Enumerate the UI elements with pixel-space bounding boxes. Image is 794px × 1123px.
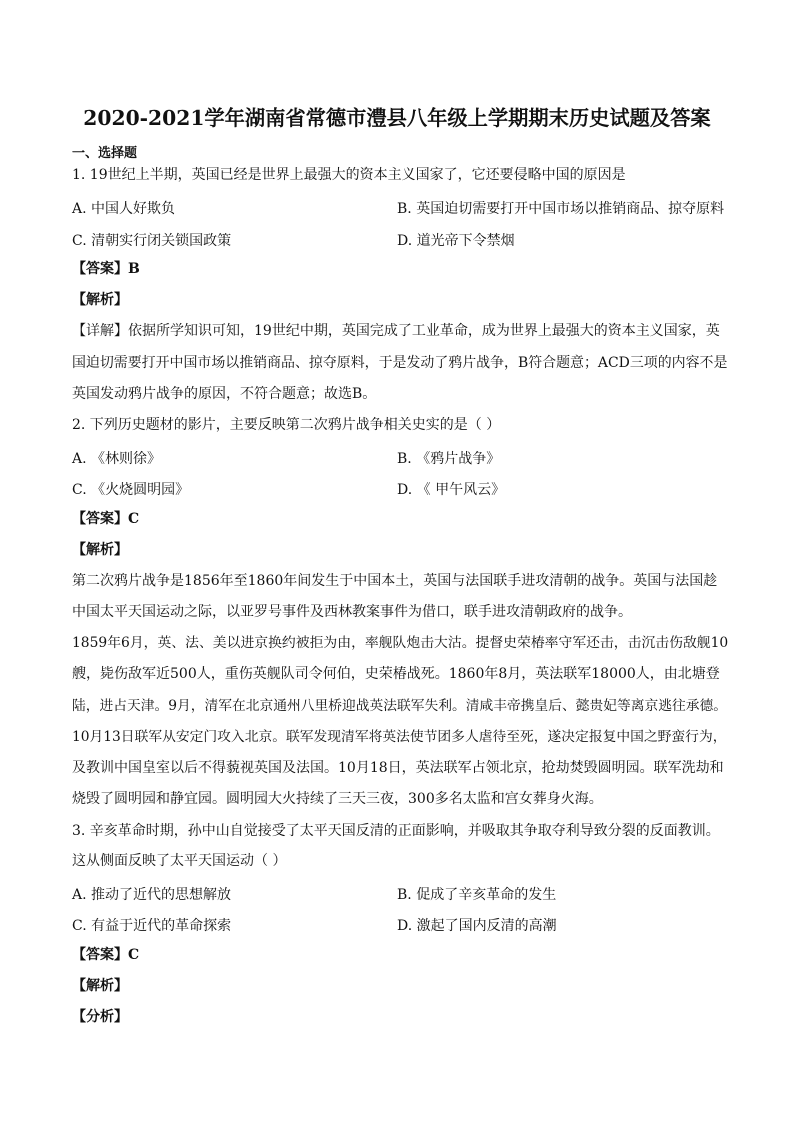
question-2-option-c: C. 《火烧圆明园》 — [72, 482, 190, 498]
question-3-extra-label: 【分析】 — [72, 1009, 128, 1025]
document-title: 2020-2021学年湖南省常德市澧县八年级上学期期末历史试题及答案 — [83, 106, 711, 130]
question-2-answer: 【答案】C — [72, 511, 140, 527]
question-2-option-d: D. 《 甲午风云》 — [397, 482, 506, 498]
question-3-stem: 这从侧面反映了太平天国运动（ ） — [72, 853, 287, 869]
question-2-stem: 2. 下列历史题材的影片，主要反映第二次鸦片战争相关史实的是（ ） — [72, 417, 501, 433]
question-3-option-a: A. 推动了近代的思想解放 — [72, 887, 232, 903]
question-1-option-d: D. 道光帝下令禁烟 — [397, 233, 515, 249]
question-1-option-b: B. 英国迫切需要打开中国市场以推销商品、掠夺原料 — [397, 201, 725, 217]
question-1-analysis-label: 【解析】 — [72, 292, 128, 308]
question-2-analysis-line: 10月13日联军从安定门攻入北京。联军发现清军将英法使节团多人虐待至死，遂决定报复中国之野蛮行为， — [72, 729, 727, 745]
question-2-option-a: A. 《林则徐》 — [72, 451, 162, 467]
question-1-option-c: C. 清朝实行闭关锁国政策 — [72, 233, 232, 249]
question-1-analysis-line: 国迫切需要打开中国市场以推销商品、掠夺原料，于是发动了鸦片战争，B符合题意；ACD三项的内容不是 — [72, 355, 728, 371]
question-1-answer: 【答案】B — [72, 261, 140, 277]
question-3-answer: 【答案】C — [72, 947, 140, 963]
question-2-analysis-label: 【解析】 — [72, 542, 128, 558]
question-2-analysis-line: 烧毁了圆明园和静宜园。圆明园大火持续了三天三夜，300多名太监和宫女葬身火海。 — [72, 791, 603, 807]
question-3-option-c: C. 有益于近代的革命探索 — [72, 918, 232, 934]
question-1-analysis-line: 英国发动鸦片战争的原因，不符合题意；故选B。 — [72, 386, 377, 402]
question-1-option-a: A. 中国人好欺负 — [72, 201, 176, 217]
question-2-option-b: B. 《鸦片战争》 — [397, 451, 501, 467]
question-1-stem: 1. 19世纪上半期，英国已经是世界上最强大的资本主义国家了，它还要侵略中国的原因是 — [72, 167, 626, 183]
question-2-analysis-line: 第二次鸦片战争是1856年至1860年间发生于中国本土，英国与法国联手进攻清朝的战争。英国与法国趁 — [72, 573, 718, 589]
question-2-analysis-line: 艘，毙伤敌军近500人，重伤英舰队司令何伯，史荣椿战死。1860年8月，英法联军18000人，由北塘登 — [72, 666, 720, 682]
question-2-analysis-line: 1859年6月，英、法、美以进京换约被拒为由，率舰队炮击大沽。提督史荣椿率守军还击，击沉击伤敌舰10 — [72, 635, 729, 651]
question-3-stem: 3. 辛亥革命时期，孙中山自觉接受了太平天国反清的正面影响，并吸取其争取夺利导致分裂的反面教训。 — [72, 823, 720, 839]
question-3-option-b: B. 促成了辛亥革命的发生 — [397, 887, 557, 903]
question-3-analysis-label: 【解析】 — [72, 978, 128, 994]
question-2-analysis-line: 陆，进占天津。9月，清军在北京通州八里桥迎战英法联军失利。清咸丰帝携皇后、懿贵妃等离京逃往承德。 — [72, 698, 728, 714]
question-1-analysis-line: 【详解】依据所学知识可知，19世纪中期，英国完成了工业革命，成为世界上最强大的资本主义国家，英 — [72, 323, 720, 339]
question-2-analysis-line: 及教训中国皇室以后不得藐视英国及法国。10月18日，英法联军占领北京，抢劫焚毁圆明园。联军洗劫和 — [72, 760, 724, 776]
question-2-analysis-line: 中国太平天国运动之际，以亚罗号事件及西林教案事件为借口，联手进攻清朝政府的战争。 — [72, 604, 632, 620]
question-3-option-d: D. 激起了国内反清的高潮 — [397, 918, 557, 934]
section-heading: 一、选择题 — [72, 146, 138, 161]
